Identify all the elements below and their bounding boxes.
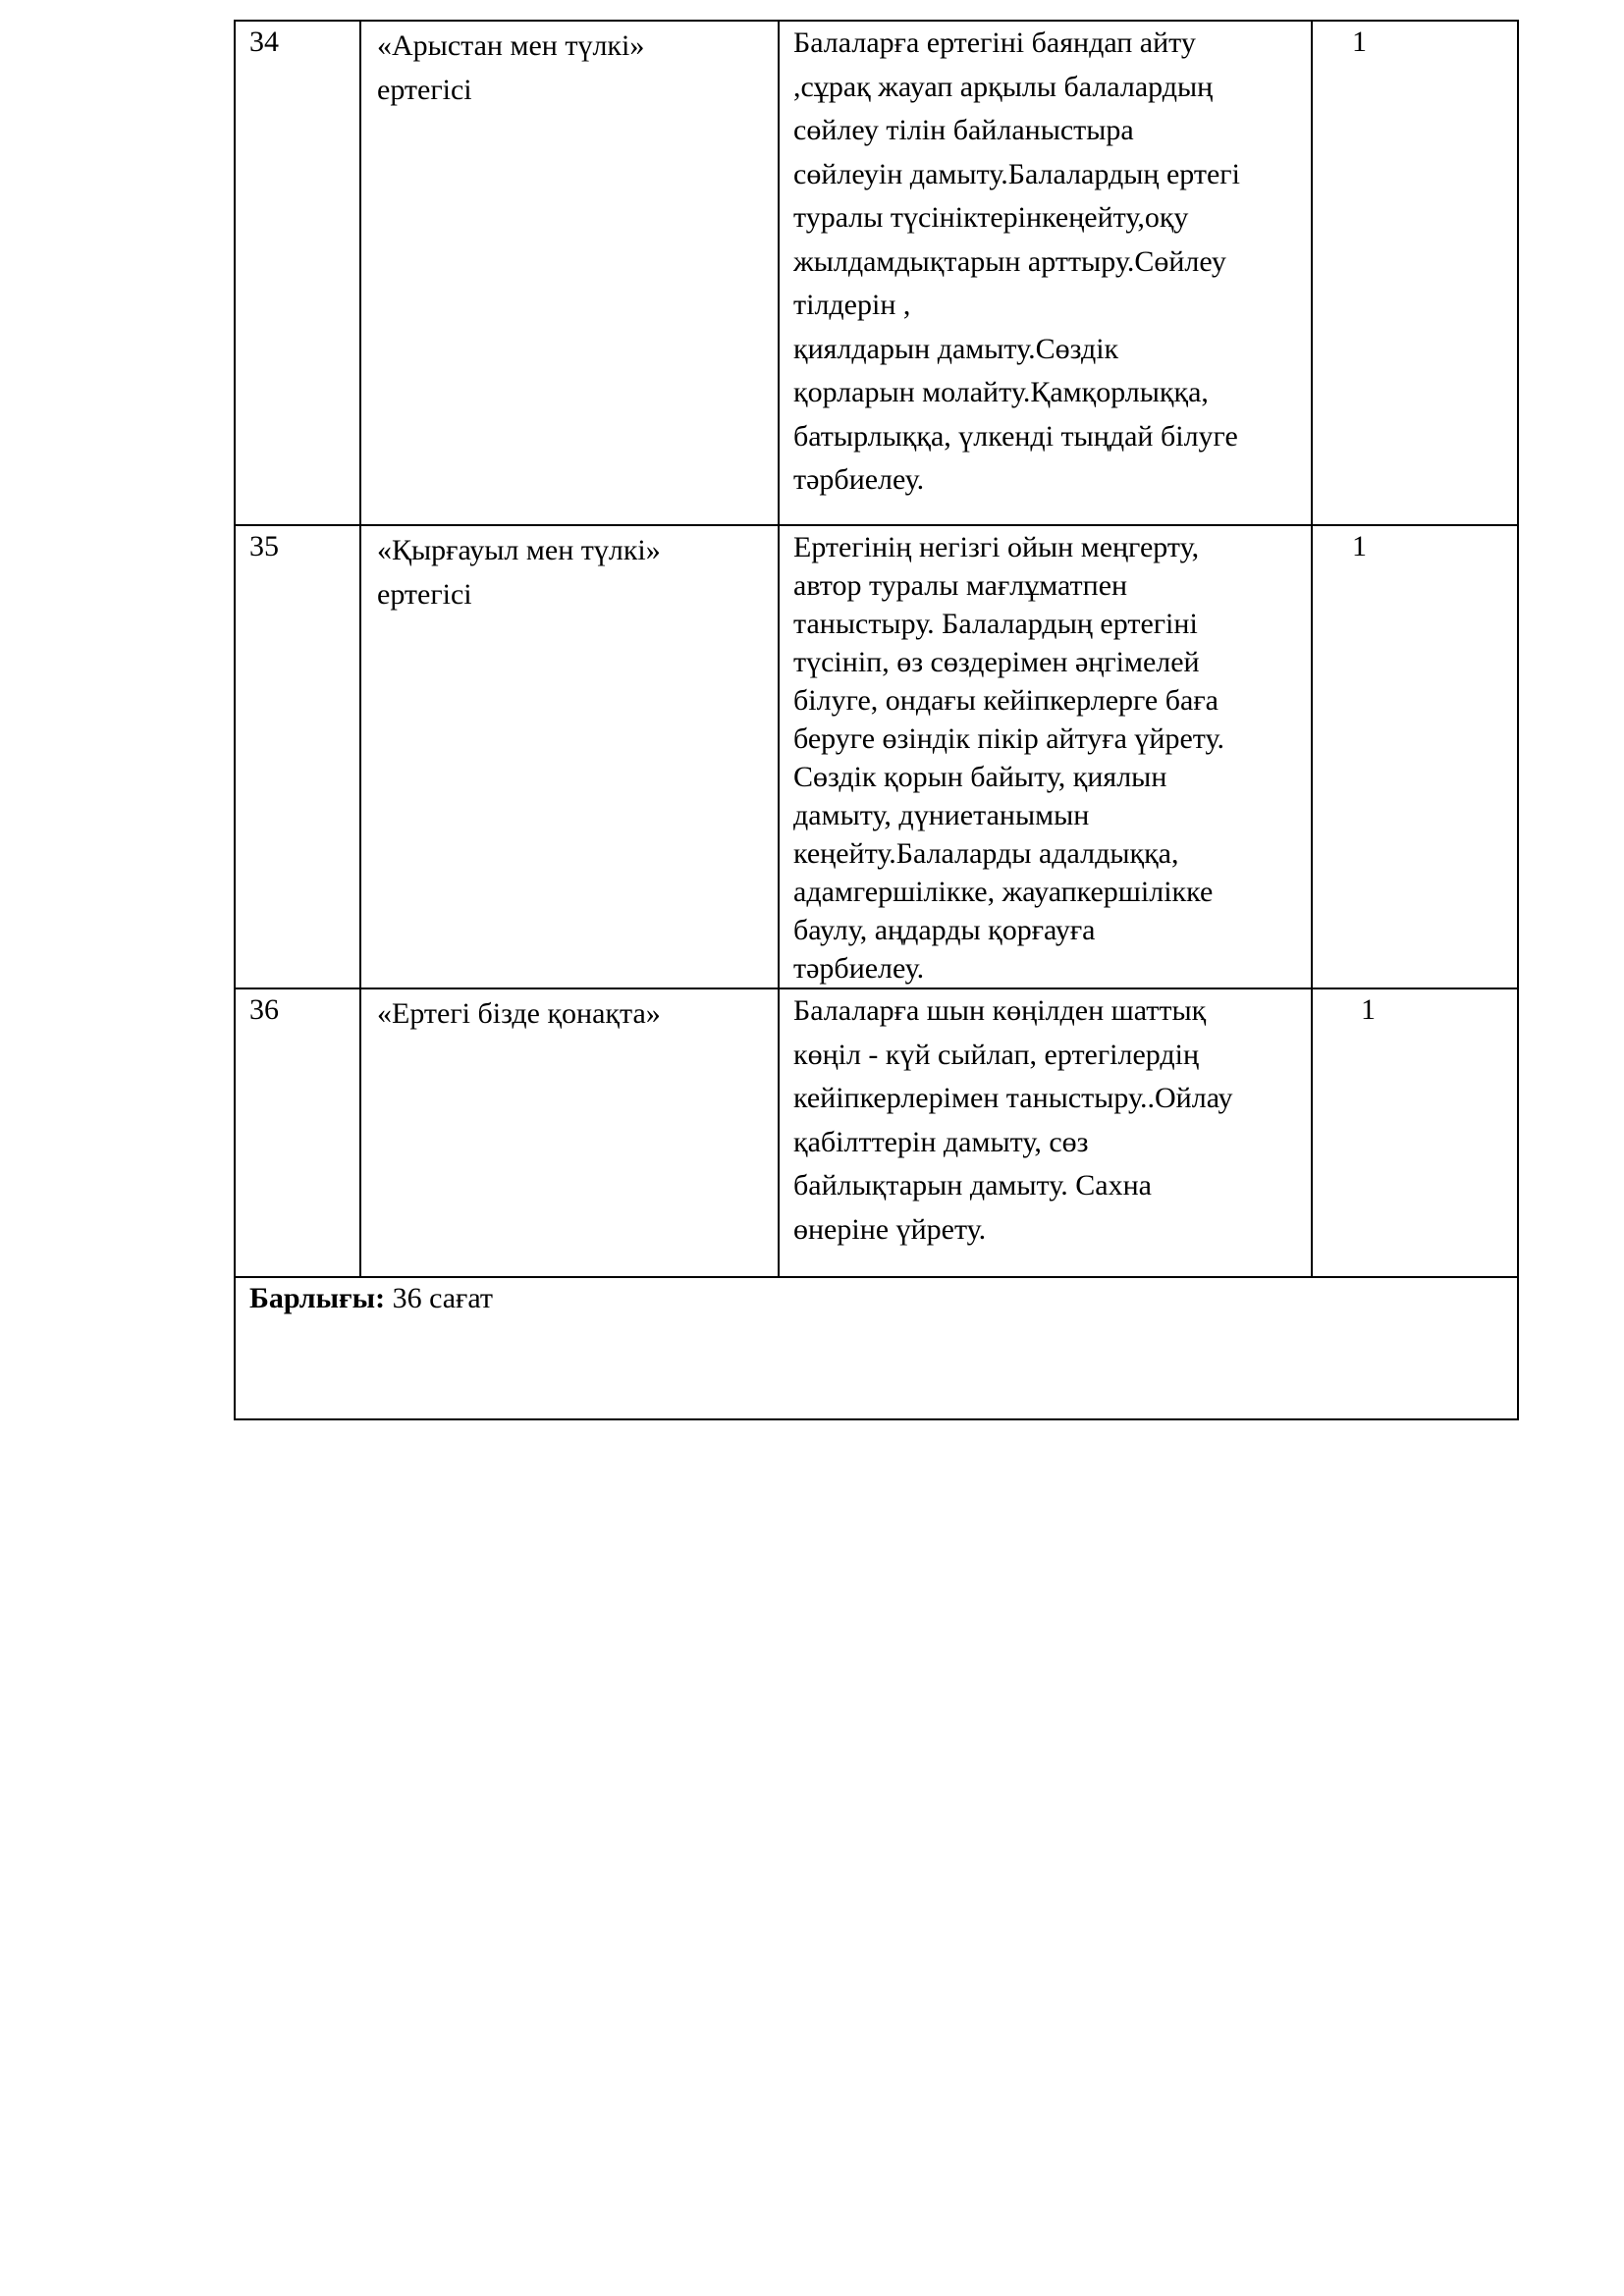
lesson-description [780,22,1311,503]
lesson-hours: 1 [1361,993,1376,1026]
description-line: батырлыққа, үлкенді тыңдай білуге [793,419,1238,453]
description-line: беруге өзіндік пікір айтуға үйрету. [793,722,1225,755]
description-line: байлықтарын дамыту. Сахна [793,1169,1152,1201]
description-line: тәрбиелеу. [793,463,925,496]
lesson-topic [361,989,778,1036]
total-label: Барлығы: [249,1282,386,1314]
lesson-description-cell [779,525,1312,988]
description-line: қиялдарын дамыту.Сөздік [793,332,1119,365]
table-row [235,1277,1518,1419]
description-line: қорларын молайту.Қамқорлыққа, [793,376,1209,408]
total-hours [236,1278,1517,1319]
topic-line: «Арыстан мен түлкі» [377,29,645,62]
table-row [235,21,1518,525]
lesson-hours-cell [1312,988,1518,1277]
description-line: туралы түсініктерінкеңейту,оқу [793,201,1189,234]
lesson-description [780,989,1311,1252]
topic-line: ертегісі [377,578,472,611]
lesson-number-cell [235,525,360,988]
description-line: адамгершілікке, жауапкершілікке [793,876,1214,908]
description-line: өнеріне үйрету. [793,1212,987,1246]
topic-line: ертегісі [377,74,472,106]
description-line: автор туралы мағлұматпен [793,569,1128,602]
description-line: баулу, аңдарды қорғауға [793,914,1096,946]
description-line: Ертегінің негізгі ойын меңгерту, [793,531,1200,563]
lesson-number: 36 [249,993,279,1026]
description-line: кеңейту.Балаларды адалдыққа, [793,837,1179,870]
lesson-description-cell [779,988,1312,1277]
lesson-plan-table [234,20,1519,1420]
description-line: дамыту, дүниетанымын [793,799,1090,831]
lesson-hours: 1 [1352,26,1367,58]
description-line: тәрбиелеу. [793,952,925,985]
lesson-description-cell [779,21,1312,525]
table-row [235,988,1518,1277]
description-line: жылдамдықтарын арттыру.Сөйлеу [793,244,1226,278]
topic-line: «Ертегі бізде қонақта» [377,997,661,1030]
description-line: Балаларға ертегіні баяндап айту [793,27,1196,59]
description-line: білуге, ондағы кейіпкерлерге баға [793,684,1218,717]
lesson-number: 34 [249,26,279,58]
lesson-number: 35 [249,530,279,562]
topic-line: «Қырғауыл мен түлкі» [377,534,661,566]
total-cell [235,1277,1518,1419]
lesson-number-cell [235,21,360,525]
lesson-hours-cell [1312,525,1518,988]
total-value: 36 сағат [392,1282,494,1314]
lesson-hours: 1 [1352,530,1367,562]
description-line: көңіл - күй сыйлап, ертегілердің [793,1038,1200,1071]
description-line: сөйлеу тілін байланыстыра [793,114,1134,146]
lesson-description [780,526,1311,988]
description-line: түсініп, өз сөздерімен әңгімелей [793,646,1200,678]
lesson-topic-cell [360,988,779,1277]
lesson-topic-cell [360,525,779,988]
description-line: Сөздік қорын байыту, қиялын [793,761,1167,793]
description-line: Балаларға шын көңілден шаттық [793,994,1207,1027]
lesson-number-cell [235,988,360,1277]
description-line: тілдерін , [793,289,911,321]
description-line: ,сұрақ жауап арқылы балалардың [793,70,1214,103]
lesson-topic-cell [360,21,779,525]
lesson-topic [361,22,778,112]
lesson-hours-cell [1312,21,1518,525]
description-line: кейіпкерлерімен таныстыру..Ойлау [793,1082,1233,1114]
lesson-topic [361,526,778,616]
description-line: қабілттерін дамыту, сөз [793,1125,1089,1158]
table-row [235,525,1518,988]
description-line: таныстыру. Балалардың ертегіні [793,608,1198,640]
description-line: сөйлеуін дамыту.Балалардың ертегі [793,157,1240,190]
